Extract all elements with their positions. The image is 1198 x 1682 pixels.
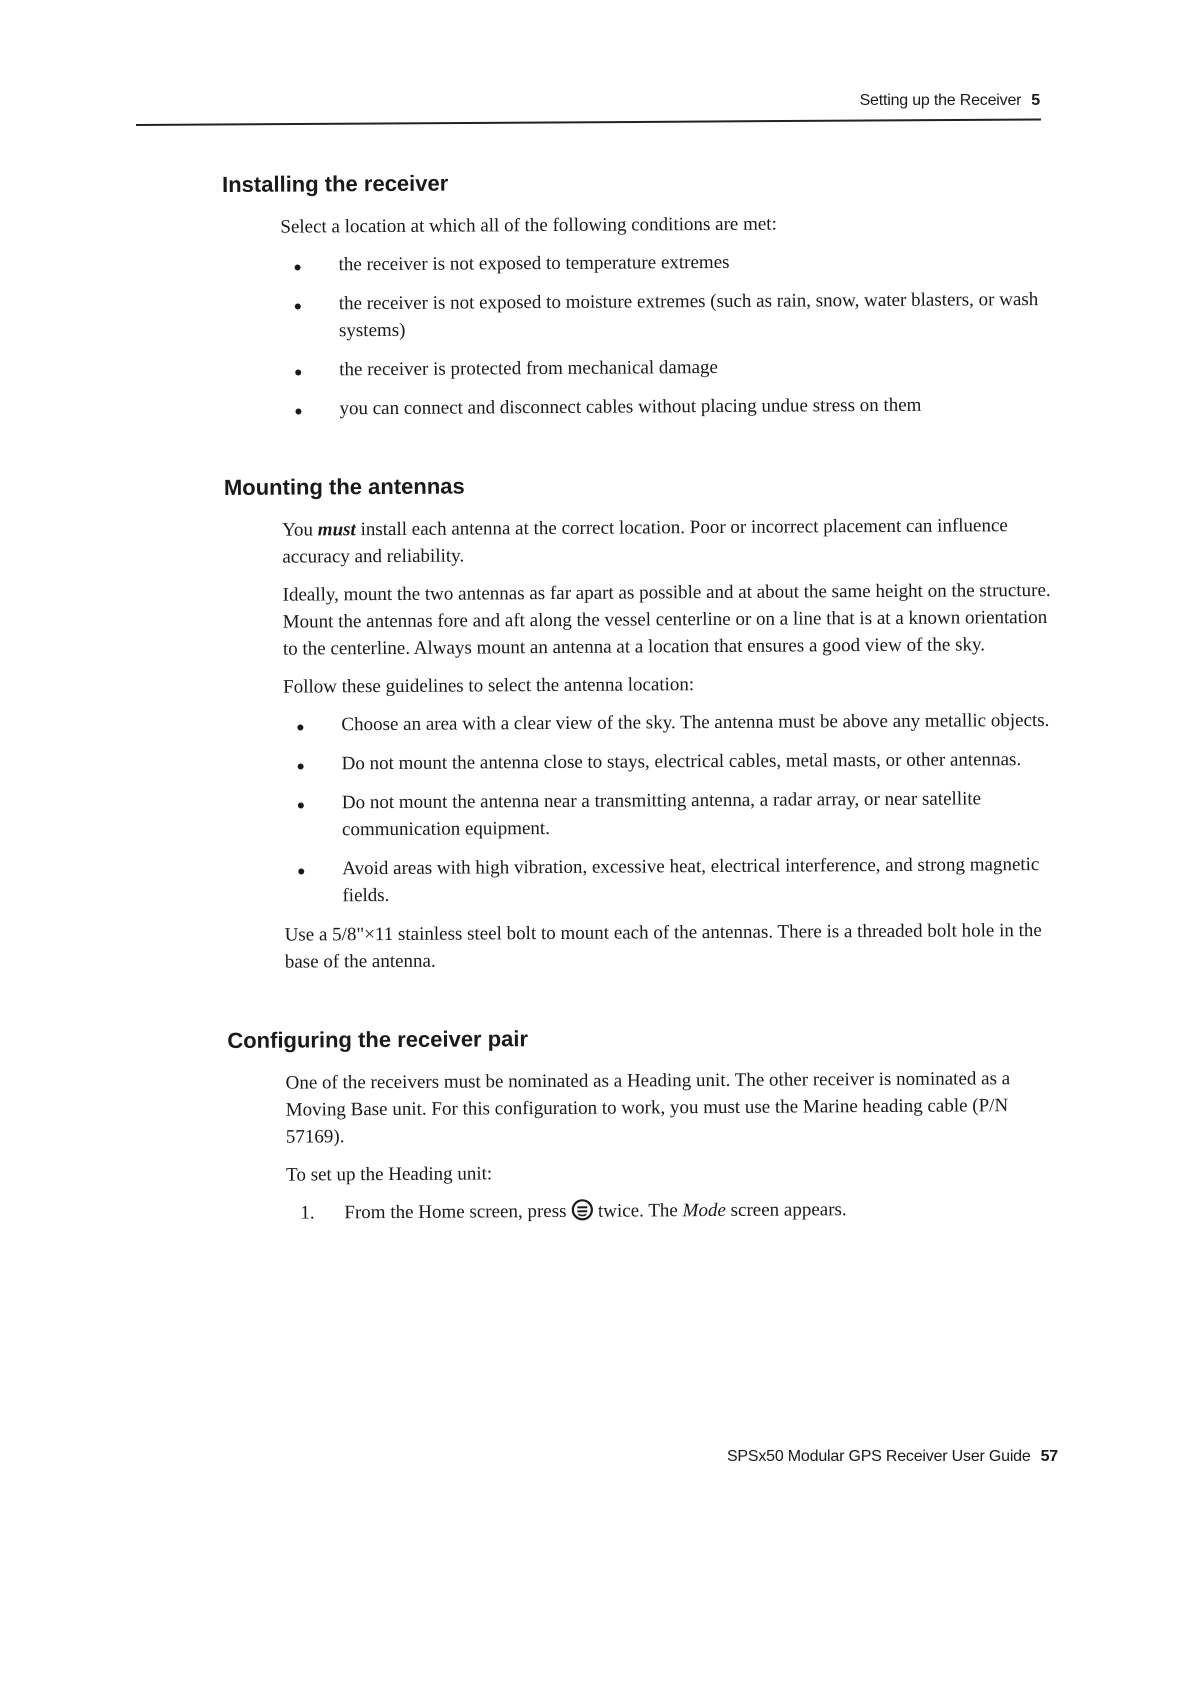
list-item: Do not mount the antenna near a transmitting antenna, a radar array, or near satellite communication equipment. xyxy=(284,785,1056,844)
mounting-paragraph-1: You must install each antenna at the correct location. Poor or incorrect placement can influence accuracy and reliability. xyxy=(282,515,1008,568)
section-mounting xyxy=(224,470,1057,976)
footer-title: SPSx50 Modular GPS Receiver User Guide xyxy=(726,1448,1031,1465)
page-content xyxy=(222,167,1059,1279)
configuring-paragraph-1: One of the receivers must be nominated as a Heading unit. The other receiver is nominated as a Moving Base unit. For this configuration to work, you must use the Marine heading cable (P/N 57169). xyxy=(285,1068,1011,1148)
running-header-page: 5 xyxy=(1031,92,1040,109)
section-configuring xyxy=(227,1023,1058,1227)
list-item: Avoid areas with high vibration, excessive heat, electrical interference, and strong magnetic fields. xyxy=(284,851,1056,910)
running-header xyxy=(860,92,1040,110)
list-item: the receiver is protected from mechanical damage xyxy=(281,352,1053,384)
mounting-paragraph-3: Follow these guidelines to select the antenna location: xyxy=(283,674,695,698)
section-title-configuring: Configuring the receiver pair xyxy=(227,1026,529,1053)
section-title-mounting: Mounting the antennas xyxy=(223,473,465,500)
heading-setup-steps xyxy=(286,1195,1058,1227)
step-number: 1. xyxy=(300,1202,315,1224)
running-header-title: Setting up the Receiver xyxy=(859,92,1022,109)
step-item: 1. From the Home screen, press twice. The Mode screen appears. xyxy=(286,1195,1058,1227)
section-title-installing: Installing the receiver xyxy=(222,170,449,197)
footer-page-number: 57 xyxy=(1040,1448,1058,1465)
antenna-guidelines-list xyxy=(283,707,1056,910)
configuring-paragraph-2: To set up the Heading unit: xyxy=(286,1163,493,1186)
list-item: the receiver is not exposed to moisture extremes (such as rain, snow, water blasters, or wash systems) xyxy=(281,286,1053,345)
header-rule xyxy=(136,118,1041,126)
running-footer xyxy=(727,1448,1058,1466)
emphasis-must: must xyxy=(317,519,356,541)
list-item: Choose an area with a clear view of the sky. The antenna must be above any metallic objects. xyxy=(283,707,1055,739)
mounting-paragraph-2: Ideally, mount the two antennas as far apart as possible and at about the same height on the structure. Mount the antennas fore and aft along the vessel centerline or on a line that is at a known orientation to the centerline. Always mount an antenna at a location that ensures a good view of the sky. xyxy=(282,579,1051,660)
installing-intro: Select a location at which all of the following conditions are met: xyxy=(280,213,777,238)
list-item: Do not mount the antenna close to stays, electrical cables, metal masts, or other antennas. xyxy=(284,746,1056,778)
section-installing xyxy=(222,167,1054,423)
list-item: you can connect and disconnect cables without placing undue stress on them xyxy=(281,391,1053,423)
list-item: the receiver is not exposed to temperature extremes xyxy=(280,247,1052,279)
menu-key-icon xyxy=(571,1199,593,1221)
installing-conditions-list xyxy=(280,247,1053,423)
mounting-paragraph-4: Use a 5/8"×11 stainless steel bolt to mount each of the antennas. There is a threaded bolt hole in the base of the antenna. xyxy=(284,920,1042,973)
emphasis-mode: Mode xyxy=(682,1199,726,1222)
